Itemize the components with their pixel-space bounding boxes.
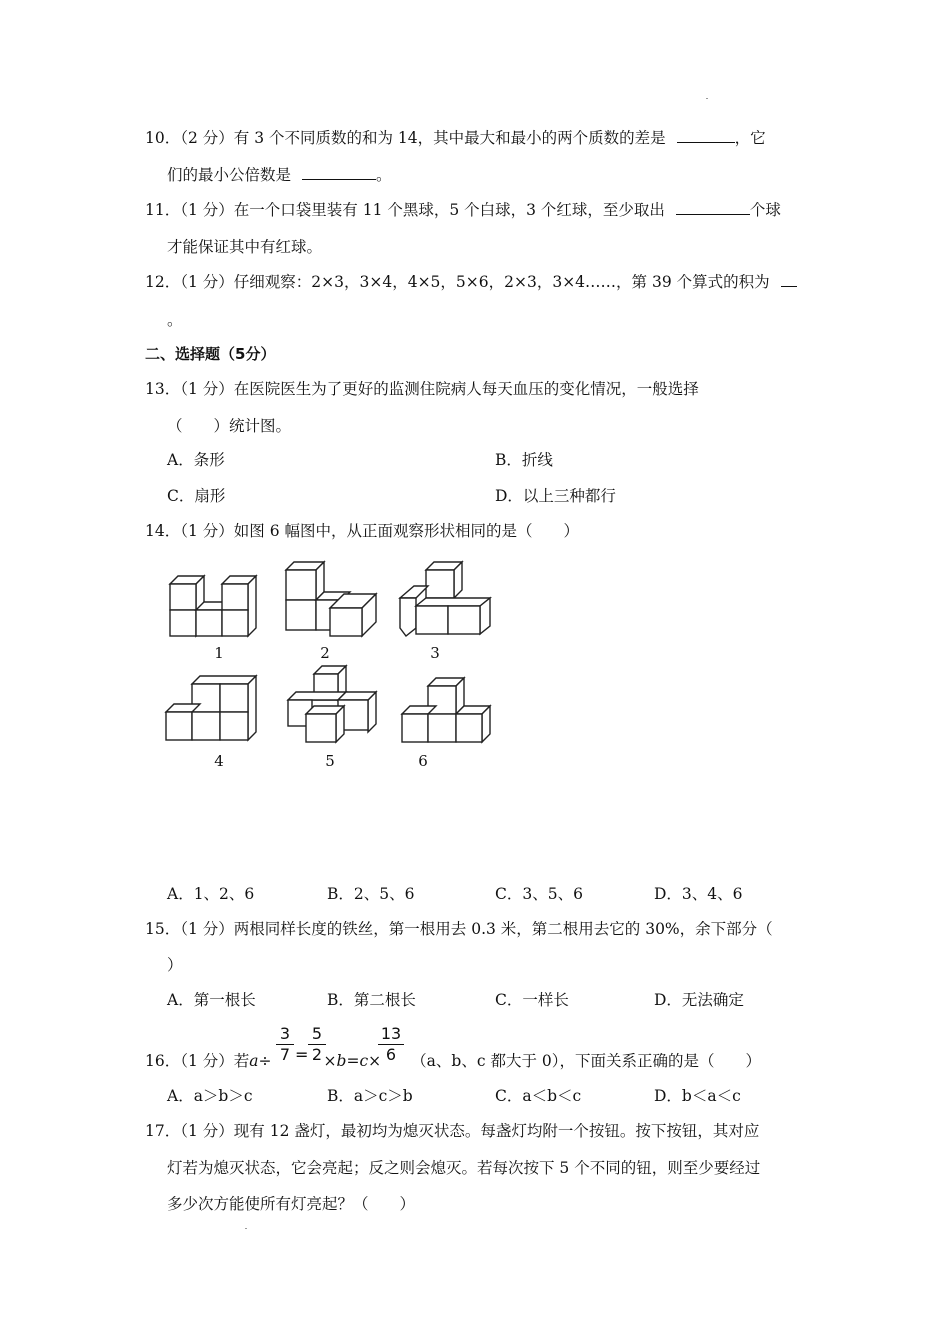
question-text: 才能保证其中有红球。 <box>167 238 323 256</box>
question-text: 。 <box>375 166 392 184</box>
option-b[interactable]: B．第二根长 <box>327 991 416 1009</box>
option-c[interactable]: C．3、5、6 <box>495 885 583 903</box>
question-17 <box>145 1121 759 1141</box>
question-text: 在一个口袋里装有 11 个黑球，5 个白球，3 个红球，至少取出 <box>233 201 665 219</box>
question-text: （a、b、c 都大于 0），下面关系正确的是（ ） <box>411 1052 761 1070</box>
fraction-13-6 <box>378 1025 404 1064</box>
var-b: b <box>336 1052 347 1070</box>
question-text: 有 3 个不同质数的和为 14，其中最大和最小的两个质数的差是 <box>233 129 666 147</box>
figure-label-1: 1 <box>214 644 224 662</box>
question-10 <box>145 128 766 148</box>
option-c[interactable]: C．一样长 <box>495 991 569 1009</box>
figure-label-3: 3 <box>430 644 440 662</box>
question-number: 11． <box>145 201 181 219</box>
question-text: 仔细观察：2×3，3×4，4×5，5×6，2×3，3×4……，第 39 个算式的积为 <box>233 273 770 291</box>
question-13-cont <box>167 416 291 436</box>
question-score: （1 分） <box>180 273 234 291</box>
fraction-denominator: 6 <box>385 1045 397 1064</box>
question-text: ，它 <box>734 129 766 147</box>
option-c[interactable]: C．扇形 <box>167 487 226 505</box>
option-a[interactable]: A．1、2、6 <box>167 885 255 903</box>
question-text: 。 <box>167 311 183 329</box>
question-11 <box>145 200 781 220</box>
figure-5-cubes <box>288 666 376 742</box>
fraction-numerator: 3 <box>279 1024 291 1043</box>
question-12-cont <box>167 310 183 330</box>
fraction-denominator: 2 <box>311 1045 323 1064</box>
question-number: 15． <box>145 920 181 938</box>
question-score: （1 分） <box>180 1052 234 1070</box>
equals-sign: = <box>346 1052 360 1070</box>
option-b[interactable]: B．2、5、6 <box>327 885 415 903</box>
option-d[interactable]: D．b＜a＜c <box>654 1087 741 1105</box>
question-number: 16． <box>145 1052 181 1070</box>
question-score: （2 分） <box>180 129 234 147</box>
figure-3-cubes <box>400 562 490 636</box>
times-sign: × <box>368 1052 382 1070</box>
question-text: 现有 12 盏灯，最初均为熄灭状态。每盏灯均附一个按钮。按下按钮，其对应 <box>233 1122 760 1140</box>
figure-label-2: 2 <box>320 644 330 662</box>
option-d[interactable]: D．3、4、6 <box>654 885 743 903</box>
fraction-5-2 <box>308 1025 326 1064</box>
figure-2-cubes <box>286 562 376 636</box>
question-score: （1 分） <box>180 201 234 219</box>
figure-label-5: 5 <box>325 752 335 770</box>
figure-label-4: 4 <box>214 752 224 770</box>
question-text: 如图 6 幅图中，从正面观察形状相同的是（ ） <box>233 522 579 540</box>
question-15-cont <box>167 955 183 975</box>
question-number: 12． <box>145 273 181 291</box>
question-text: 多少次方能使所有灯亮起？（ ） <box>167 1195 416 1213</box>
answer-blank[interactable] <box>677 128 735 143</box>
section-title: 二、选择题（5分） <box>145 345 276 363</box>
fraction-denominator: 7 <box>279 1045 291 1064</box>
figure-6-cubes <box>402 678 490 742</box>
equals-sign: = <box>295 1045 309 1064</box>
question-12 <box>145 272 797 292</box>
question-13 <box>145 379 699 399</box>
question-15 <box>145 919 773 939</box>
question-score: （1 分） <box>180 522 234 540</box>
answer-blank[interactable] <box>302 165 376 180</box>
option-a[interactable]: A．a＞b＞c <box>167 1087 253 1105</box>
question-text: 们的最小公倍数是 <box>167 166 292 184</box>
scan-dot <box>706 98 708 99</box>
question-16 <box>145 1051 761 1071</box>
figure-1-cubes <box>170 576 256 636</box>
option-c[interactable]: C．a＜b＜c <box>495 1087 582 1105</box>
question-number: 13． <box>145 380 181 398</box>
var-a: a <box>249 1052 259 1070</box>
question-10-cont <box>167 165 391 185</box>
question-number: 10． <box>145 129 181 147</box>
option-b[interactable]: B．a＞c＞b <box>327 1087 413 1105</box>
figure-4-cubes <box>166 676 256 740</box>
divide-sign: ÷ <box>258 1052 272 1070</box>
question-14 <box>145 521 579 541</box>
option-d[interactable]: D．以上三种都行 <box>495 487 616 505</box>
option-d[interactable]: D．无法确定 <box>654 991 744 1009</box>
fraction-3-7 <box>276 1025 294 1064</box>
option-a[interactable]: A．第一根长 <box>167 991 256 1009</box>
question-score: （1 分） <box>180 380 234 398</box>
question-text: （ ）统计图。 <box>167 417 292 435</box>
fraction-numerator: 13 <box>380 1024 402 1043</box>
fraction-numerator: 5 <box>311 1024 323 1043</box>
scan-dot <box>245 1228 247 1229</box>
question-number: 14． <box>145 522 181 540</box>
question-score: （1 分） <box>180 1122 234 1140</box>
var-c: c <box>359 1052 369 1070</box>
answer-blank[interactable] <box>781 272 797 287</box>
times-sign: × <box>323 1052 337 1070</box>
question-17-cont <box>167 1158 760 1178</box>
question-text: 个球 <box>749 201 781 219</box>
question-score: （1 分） <box>180 920 234 938</box>
question-text: 灯若为熄灭状态，它会亮起；反之则会熄灭。若每次按下 5 个不同的钮，则至少要经过 <box>167 1159 761 1177</box>
option-b[interactable]: B．折线 <box>495 451 553 469</box>
question-text: 在医院医生为了更好的监测住院病人每天血压的变化情况，一般选择 <box>233 380 699 398</box>
question-text: 两根同样长度的铁丝，第一根用去 0.3 米，第二根用去它的 30%，余下部分（ <box>233 920 773 938</box>
answer-blank[interactable] <box>676 200 750 215</box>
question-text: 若 <box>233 1052 250 1070</box>
question-17-cont2 <box>167 1194 415 1214</box>
option-a[interactable]: A．条形 <box>167 451 225 469</box>
question-11-cont <box>167 237 322 257</box>
question-number: 17． <box>145 1122 181 1140</box>
question-text: ） <box>167 956 183 974</box>
figure-label-6: 6 <box>418 752 428 770</box>
